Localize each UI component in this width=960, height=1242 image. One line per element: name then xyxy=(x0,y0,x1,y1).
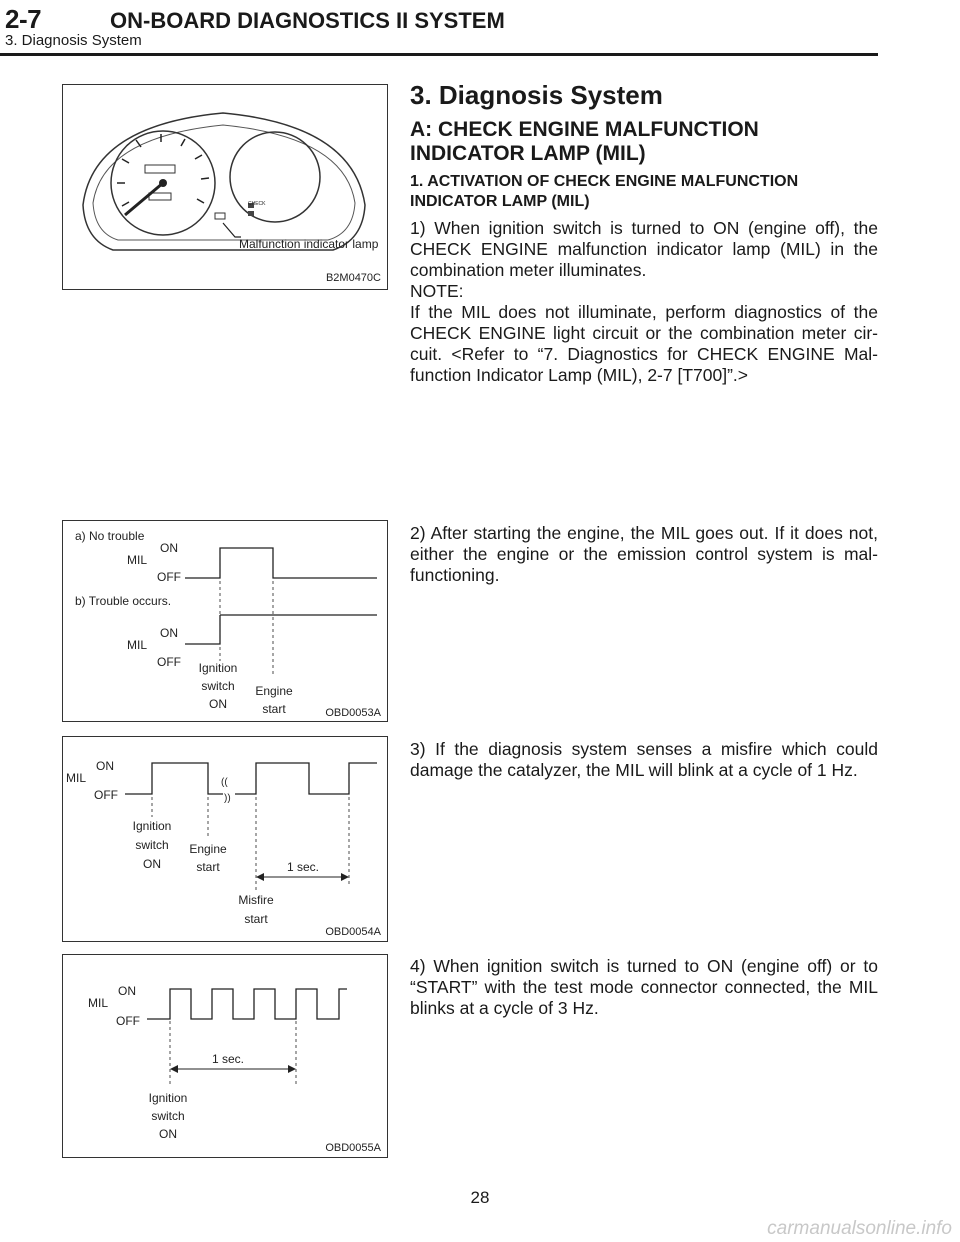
mil-test-mode-drawing xyxy=(63,955,387,1157)
label-ignition: Ignition xyxy=(132,819,172,833)
subsection-heading-line1: A: CHECK ENGINE MALFUNCTION xyxy=(410,118,759,141)
figure-caption: OBD0054A xyxy=(325,926,381,938)
label-off: OFF xyxy=(157,655,181,669)
figure-mil-timing-ab xyxy=(62,520,388,722)
svg-text:)): )) xyxy=(224,793,231,804)
figure-mil-misfire xyxy=(62,736,388,942)
figure-caption: OBD0055A xyxy=(325,1142,381,1154)
note-label: NOTE: xyxy=(410,281,464,301)
label-ign-on: ON xyxy=(209,697,227,711)
label-one-sec: 1 sec. xyxy=(211,1052,245,1066)
combination-meter-drawing xyxy=(63,85,387,289)
label-switch: switch xyxy=(151,1109,185,1123)
figure-mil-test-mode xyxy=(62,954,388,1158)
label-no-trouble: a) No trouble xyxy=(75,529,145,543)
label-engine: Engine xyxy=(189,842,227,856)
label-start: start xyxy=(262,702,286,716)
page-title: ON-BOARD DIAGNOSTICS II SYSTEM xyxy=(110,8,505,33)
step-3 xyxy=(410,739,878,781)
topic-heading-line1: 1. ACTIVATION OF CHECK ENGINE MALFUNCTION xyxy=(410,173,799,190)
label-ign-on: ON xyxy=(143,857,161,871)
mil-misfire-drawing xyxy=(63,737,387,941)
label-misfire: Misfire xyxy=(238,893,274,907)
label-mil: MIL xyxy=(127,638,148,652)
label-switch: switch xyxy=(201,679,235,693)
label-mil: MIL xyxy=(66,771,87,785)
label-one-sec: 1 sec. xyxy=(286,860,320,874)
label-off: OFF xyxy=(94,788,118,802)
section-intro xyxy=(410,80,878,386)
header-rule xyxy=(0,53,878,56)
label-switch: switch xyxy=(135,838,169,852)
svg-text:((: (( xyxy=(221,777,228,788)
section-number: 2-7 xyxy=(5,4,42,34)
label-on: ON xyxy=(96,759,114,773)
callout-mil: Malfunction indicator lamp xyxy=(239,237,379,251)
label-on: ON xyxy=(160,626,178,640)
label-mil: MIL xyxy=(127,553,148,567)
label-off: OFF xyxy=(157,570,181,584)
mil-timing-ab-drawing xyxy=(63,521,387,721)
figure-caption: OBD0053A xyxy=(325,707,381,719)
step-4 xyxy=(410,956,878,1019)
figure-combination-meter xyxy=(62,84,388,290)
label-ignition: Ignition xyxy=(148,1091,188,1105)
subsection-heading-line2: INDICATOR LAMP (MIL) xyxy=(410,142,646,165)
topic-heading-line2: INDICATOR LAMP (MIL) xyxy=(410,193,590,210)
label-on: ON xyxy=(160,541,178,555)
step-2-text: 2) After starting the engine, the MIL goes out. If it does not, either the engine or the emission control system is mal-functioning. xyxy=(410,523,878,585)
step-4-text: 4) When ignition switch is turned to ON (engine off) or to “START” with the test mode connector connected, the MIL blinks at a cycle of 3 Hz. xyxy=(410,956,878,1018)
label-off: OFF xyxy=(116,1014,140,1028)
label-trouble-occurs: b) Trouble occurs. xyxy=(75,594,172,608)
label-engine: Engine xyxy=(255,684,293,698)
label-mil: MIL xyxy=(88,996,109,1010)
label-start: start xyxy=(196,860,220,874)
label-ign-on: ON xyxy=(159,1127,177,1141)
watermark: carmanualsonline.info xyxy=(767,1218,952,1239)
svg-text:CHECK: CHECK xyxy=(248,201,266,207)
label-on: ON xyxy=(118,984,136,998)
page-number: 28 xyxy=(470,1188,490,1207)
label-misfire-start: start xyxy=(244,912,268,926)
step-3-text: 3) If the diagnosis system senses a misfire which could damage the catalyzer, the MIL will blink at a cycle of 1 Hz. xyxy=(410,739,878,780)
label-ignition: Ignition xyxy=(198,661,238,675)
section-heading: 3. Diagnosis System xyxy=(410,80,663,110)
breadcrumb: 3. Diagnosis System xyxy=(5,32,142,49)
step-2 xyxy=(410,523,878,586)
note-text: If the MIL does not illuminate, perform diagnostics of the CHECK ENGINE light circuit or the combination meter cir-cuit. <Refer to “7. Diagnostics for CHECK ENGINE Mal-function Indicator Lamp (MIL), 2-7 [T700]”.> xyxy=(410,302,878,385)
figure-caption: B2M0470C xyxy=(325,272,381,284)
step-1-text: 1) When ignition switch is turned to ON (engine off), the CHECK ENGINE malfunction indicator lamp (MIL) in the combination meter illuminates. xyxy=(410,218,878,280)
